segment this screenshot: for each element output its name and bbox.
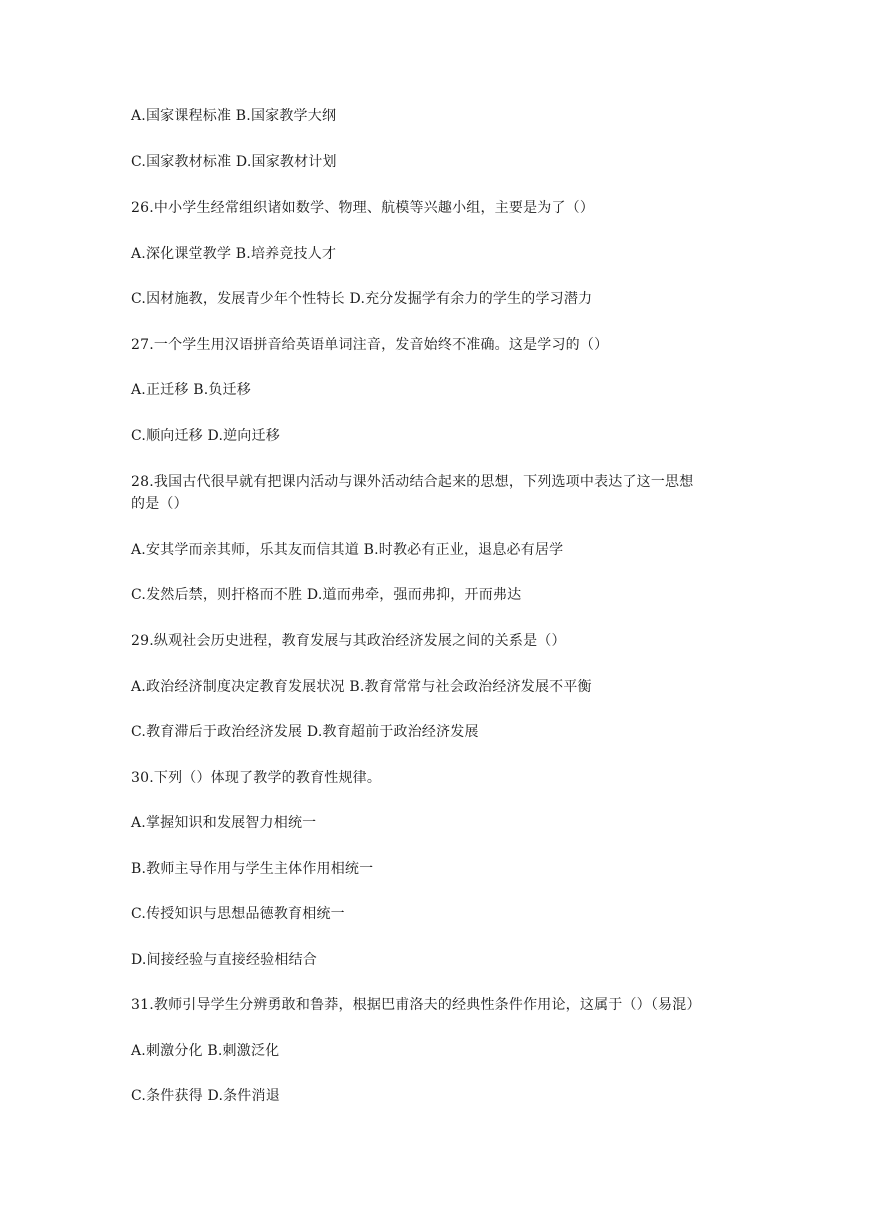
q30-option-d: D.间接经验与直接经验相结合 [131,952,317,968]
q30-option-a: A.掌握知识和发展智力相统一 [131,815,317,831]
q29-options-cd: C.教育滞后于政治经济发展 D.教育超前于政治经济发展 [131,724,479,740]
q26-question: 26.中小学生经常组织诸如数学、物理、航模等兴趣小组，主要是为了（） [131,200,595,216]
q30-option-b: B.教师主导作用与学生主体作用相统一 [131,861,374,877]
q31-options-ab: A.刺激分化 B.刺激泛化 [131,1043,280,1059]
q30-option-c: C.传授知识与思想品德教育相统一 [131,906,345,922]
q27-options-cd: C.顺向迁移 D.逆向迁移 [131,428,280,444]
q29-options-ab: A.政治经济制度决定教育发展状况 B.教育常常与社会政治经济发展不平衡 [131,679,592,695]
q29-question: 29.纵观社会历史进程，教育发展与其政治经济发展之间的关系是（） [131,633,566,649]
q25-options-ab: A.国家课程标准 B.国家教学大纲 [131,108,337,124]
q30-question: 30.下列（）体现了教学的教育性规律。 [131,770,382,786]
q27-question: 27.一个学生用汉语拼音给英语单词注音，发音始终不准确。这是学习的（） [131,337,609,353]
q28-question-line1: 28.我国古代很早就有把课内活动与课外活动结合起来的思想，下列选项中表达了这一思想 [131,474,694,490]
q27-options-ab: A.正迁移 B.负迁移 [131,382,251,398]
q31-question: 31.教师引导学生分辨勇敢和鲁莽，根据巴甫洛夫的经典性条件作用论，这属于（）（易混） [131,997,701,1013]
q26-options-ab: A.深化课堂教学 B.培养竞技人才 [131,246,337,262]
q25-options-cd: C.国家教材标准 D.国家教材计划 [131,154,337,170]
q28-options-ab: A.安其学而亲其师，乐其友而信其道 B.时教必有正业，退息必有居学 [131,542,564,558]
q31-options-cd: C.条件获得 D.条件消退 [131,1088,280,1104]
q28-options-cd: C.发然后禁，则扞格而不胜 D.道而弗牵，强而弗抑，开而弗达 [131,587,522,603]
q26-options-cd: C.因材施教，发展青少年个性特长 D.充分发掘学有余力的学生的学习潜力 [131,291,593,307]
q28-question-line2: 的是（） [131,496,188,512]
